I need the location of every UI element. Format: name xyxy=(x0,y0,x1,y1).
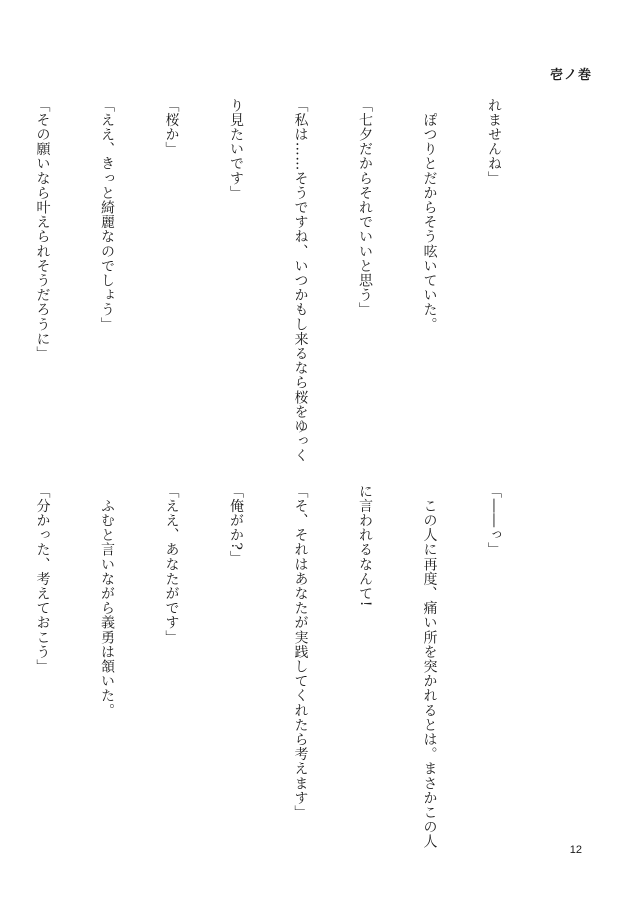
lower-text-block xyxy=(0,484,547,849)
text-line: 「そ、それはあなたが実践してくれたら考えます」 xyxy=(292,484,309,820)
text-line: 「ええ、きっと綺麗なのでしょう」 xyxy=(99,98,115,332)
text-line: 「七夕だからそれでいいと思う」 xyxy=(357,98,373,317)
text-line: り見たいです」 xyxy=(228,98,244,201)
text-line: 「私は……そうですね、いつかもし来るなら桜をゆっく xyxy=(292,98,309,463)
upper-text-block xyxy=(0,98,547,463)
text-line: この人に再度、痛い所を突かれるとは。まさかこの人 xyxy=(421,484,438,849)
text-line: 「その願いなら叶えられそうだろうに」 xyxy=(34,98,51,361)
text-line: ふむと言いながら義勇は頷いた。 xyxy=(99,484,115,718)
text-line: れませんね」 xyxy=(486,98,502,186)
page-number: 12 xyxy=(569,844,582,856)
text-line: 「桜か」 xyxy=(163,98,180,157)
section-title: 壱ノ巻 xyxy=(549,68,592,83)
text-line: に言われるなんて! xyxy=(357,484,373,608)
text-line: 「俺がか?」 xyxy=(228,484,244,566)
text-line: 「分かった、考えておこう」 xyxy=(34,484,51,674)
text-line: ぽつりとだからそう呟いていた。 xyxy=(421,98,438,332)
text-line: 「――っ」 xyxy=(486,484,502,557)
text-line: 「ええ、あなたがです」 xyxy=(163,484,180,645)
